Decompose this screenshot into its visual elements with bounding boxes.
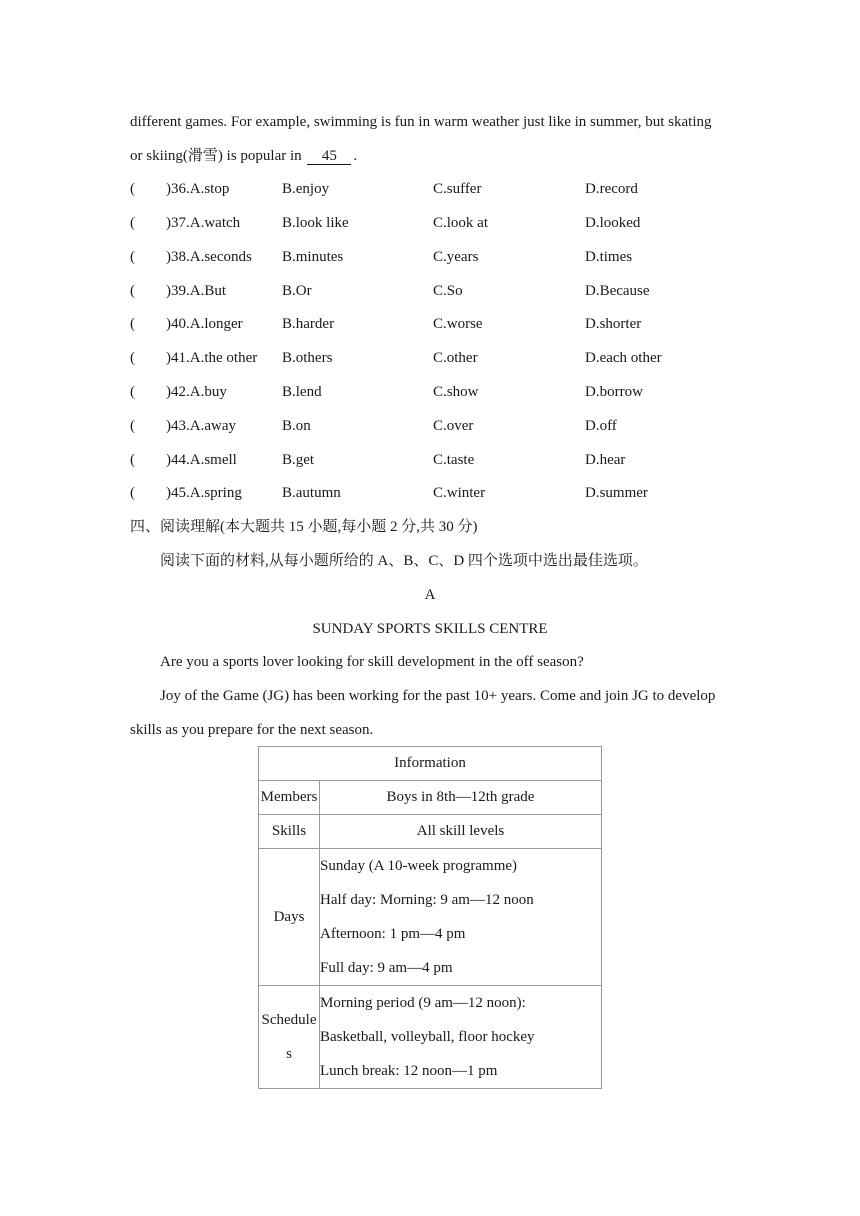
option-c: C.over — [433, 418, 474, 434]
schedules-value — [320, 986, 602, 1089]
schedules-line: Basketball, volleyball, floor hockey — [320, 1029, 535, 1045]
table-row — [259, 986, 602, 1089]
option-b: B.others — [282, 350, 333, 366]
information-table — [258, 746, 602, 1089]
option-d: D.record — [585, 181, 638, 197]
answer-paren: ( — [130, 418, 135, 434]
option-a: )40.A.longer — [166, 316, 243, 332]
option-b: B.Or — [282, 283, 312, 299]
answer-paren: ( — [130, 249, 135, 265]
passage-title: SUNDAY SPORTS SKILLS CENTRE — [312, 621, 548, 637]
answer-paren: ( — [130, 485, 135, 501]
option-d: D.shorter — [585, 316, 642, 332]
section-heading: 四、阅读理解(本大题共 15 小题,每小题 2 分,共 30 分) — [130, 519, 478, 535]
members-label: Members — [259, 781, 320, 815]
option-d: D.Because — [585, 283, 650, 299]
option-a: )42.A.buy — [166, 384, 227, 400]
answer-paren: ( — [130, 283, 135, 299]
days-line: Sunday (A 10-week programme) — [320, 858, 518, 874]
schedules-label-line: s — [286, 1046, 292, 1062]
option-c: C.winter — [433, 485, 486, 501]
option-a: )36.A.stop — [166, 181, 230, 197]
option-b: B.look like — [282, 215, 349, 231]
option-c: C.suffer — [433, 181, 482, 197]
option-d: D.looked — [585, 215, 641, 231]
passage-paragraph: Joy of the Game (JG) has been working for the past 10+ years. Come and join JG to develop — [160, 688, 716, 704]
option-c: C.worse — [433, 316, 483, 332]
option-d: D.times — [585, 249, 633, 265]
passage-paragraph-cont: skills as you prepare for the next season. — [130, 722, 374, 738]
option-a: )41.A.the other — [166, 350, 258, 366]
answer-paren: ( — [130, 181, 135, 197]
option-d: D.off — [585, 418, 617, 434]
option-d: D.each other — [585, 350, 662, 366]
schedules-line: Morning period (9 am—12 noon): — [320, 995, 526, 1011]
answer-paren: ( — [130, 452, 135, 468]
option-b: B.harder — [282, 316, 335, 332]
answer-blank: 45 — [307, 148, 351, 165]
table-row — [259, 849, 602, 986]
option-c: C.show — [433, 384, 479, 400]
option-a: )39.A.But — [166, 283, 226, 299]
option-c: C.taste — [433, 452, 475, 468]
option-a: )45.A.spring — [166, 485, 242, 501]
answer-paren: ( — [130, 384, 135, 400]
option-d: D.hear — [585, 452, 626, 468]
schedules-line: Lunch break: 12 noon—1 pm — [320, 1063, 498, 1079]
option-a: )38.A.seconds — [166, 249, 252, 265]
option-d: D.borrow — [585, 384, 643, 400]
option-b: B.get — [282, 452, 315, 468]
option-b: B.autumn — [282, 485, 341, 501]
option-b: B.lend — [282, 384, 322, 400]
days-label: Days — [259, 849, 320, 986]
answer-paren: ( — [130, 350, 135, 366]
option-d: D.summer — [585, 485, 648, 501]
table-row — [259, 781, 602, 815]
days-value — [320, 849, 602, 986]
passage-text: or skiing(滑雪) is popular in — [130, 148, 302, 164]
option-b: B.on — [282, 418, 311, 434]
answer-paren: ( — [130, 316, 135, 332]
option-a: )44.A.smell — [166, 452, 237, 468]
passage-line-with-blank — [130, 146, 357, 166]
answer-paren: ( — [130, 215, 135, 231]
passage-text: . — [353, 148, 358, 164]
option-a: )43.A.away — [166, 418, 236, 434]
passage-line: different games. For example, swimming is fun in warm weather just like in summer, but skating — [130, 114, 712, 130]
option-c: C.other — [433, 350, 478, 366]
option-c: C.So — [433, 283, 463, 299]
table-row — [259, 815, 602, 849]
option-b: B.minutes — [282, 249, 344, 265]
members-value: Boys in 8th—12th grade — [320, 781, 602, 815]
passage-paragraph: Are you a sports lover looking for skill development in the off season? — [160, 654, 584, 670]
table-row — [259, 747, 602, 781]
table-header: Information — [259, 747, 602, 781]
option-c: C.years — [433, 249, 479, 265]
skills-value: All skill levels — [320, 815, 602, 849]
option-a: )37.A.watch — [166, 215, 241, 231]
days-line: Afternoon: 1 pm—4 pm — [320, 926, 466, 942]
schedules-label — [259, 986, 320, 1089]
schedules-label-line: Schedule — [261, 1012, 317, 1028]
option-c: C.look at — [433, 215, 488, 231]
days-line: Full day: 9 am—4 pm — [320, 960, 453, 976]
passage-letter: A — [424, 587, 436, 603]
section-instruction: 阅读下面的材料,从每小题所给的 A、B、C、D 四个选项中选出最佳选项。 — [160, 553, 648, 569]
days-line: Half day: Morning: 9 am—12 noon — [320, 892, 534, 908]
option-b: B.enjoy — [282, 181, 330, 197]
skills-label: Skills — [259, 815, 320, 849]
